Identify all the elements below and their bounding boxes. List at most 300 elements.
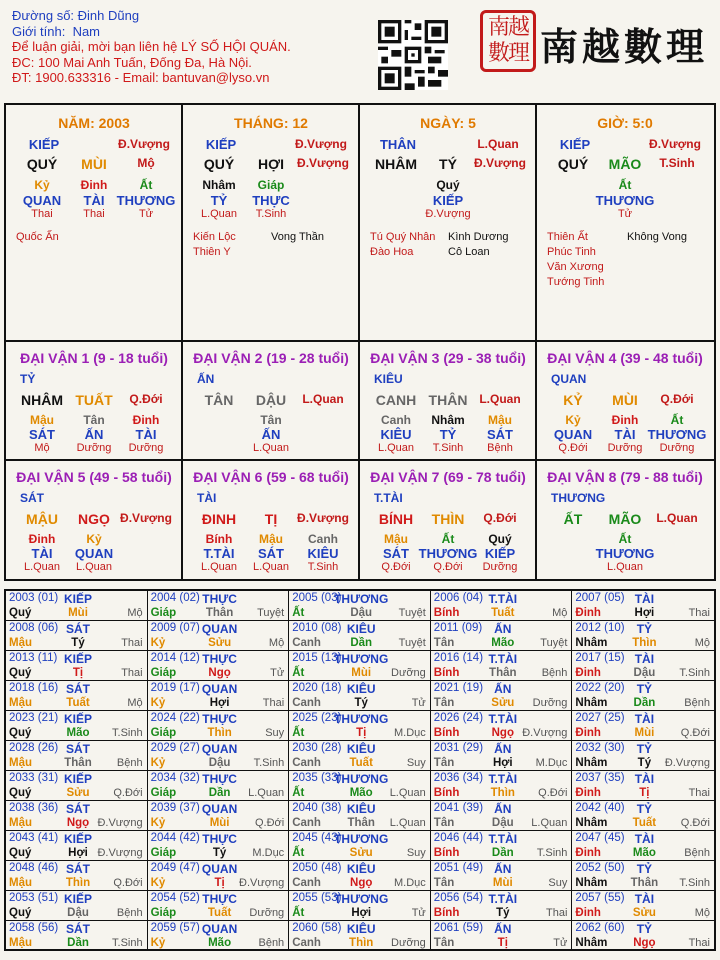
dai-van-hidden-than: KIÊU bbox=[307, 546, 339, 561]
pillar-hidden-than: THƯƠNG bbox=[595, 193, 655, 208]
year-label: 2032 (30) bbox=[575, 742, 625, 754]
pillar-hidden-can: Ất bbox=[139, 178, 153, 192]
year-chi: Mão bbox=[66, 727, 90, 739]
dai-van-title: ĐẠI VẬN 1 (9 - 18 tuổi) bbox=[20, 350, 168, 366]
year-thap-than: KIÊU bbox=[346, 622, 376, 636]
dai-van-thap-than: ẤN bbox=[197, 372, 215, 386]
dai-van-cell bbox=[537, 461, 714, 579]
year-can: Bính bbox=[433, 787, 460, 799]
gender-value: Nam bbox=[72, 23, 101, 39]
year-label: 2039 (37) bbox=[150, 802, 200, 814]
dai-van-hidden-can: Bính bbox=[205, 532, 233, 546]
year-thap-than: QUAN bbox=[201, 622, 238, 636]
dai-van-hidden-status: L.Quan bbox=[252, 561, 290, 573]
year-cell bbox=[572, 801, 714, 831]
year-thap-than: THƯƠNG bbox=[334, 712, 389, 726]
year-cell bbox=[6, 711, 148, 741]
year-cell bbox=[289, 591, 431, 621]
dai-van-hidden-can: Quý bbox=[488, 532, 512, 546]
year-cell bbox=[431, 891, 573, 921]
year-status: Tử bbox=[270, 667, 285, 679]
dai-van-can: KỶ bbox=[563, 392, 583, 408]
year-cell bbox=[289, 651, 431, 681]
year-status: Suy bbox=[406, 847, 426, 859]
year-can: Bính bbox=[433, 667, 460, 679]
dai-van-hidden-status: Mộ bbox=[34, 442, 50, 454]
year-can: Đinh bbox=[575, 907, 601, 919]
year-thap-than: KIẾP bbox=[63, 832, 93, 846]
year-status: Thai bbox=[121, 667, 143, 679]
pillar-hidden-can: Đinh bbox=[80, 178, 108, 192]
pillar-title: NGÀY: 5 bbox=[420, 115, 476, 131]
pillar-hidden-can: Nhâm bbox=[202, 178, 236, 192]
year-label: 2061 (59) bbox=[433, 922, 484, 934]
pillar-star: Thiên Y bbox=[193, 246, 231, 258]
dai-van-hidden-can: Đinh bbox=[611, 413, 639, 427]
year-status: Tuyệt bbox=[540, 637, 568, 649]
year-cell bbox=[431, 921, 573, 951]
year-chi: Mùi bbox=[351, 667, 372, 679]
year-chi: Thân bbox=[205, 607, 234, 619]
year-thap-than: TỶ bbox=[636, 802, 653, 816]
year-chi: Thân bbox=[64, 757, 92, 769]
year-can: Quý bbox=[9, 727, 32, 739]
year-status: Tuyệt bbox=[398, 637, 426, 649]
dai-van-title: ĐẠI VẬN 2 (19 - 28 tuổi) bbox=[193, 350, 349, 366]
dai-van-hidden-status: L.Quan bbox=[75, 561, 113, 573]
year-status: Q.Đới bbox=[113, 787, 143, 799]
year-cell bbox=[289, 711, 431, 741]
dai-van-hidden-status: Dưỡng bbox=[128, 442, 164, 454]
year-thap-than: SÁT bbox=[66, 682, 90, 696]
year-cell bbox=[431, 621, 573, 651]
pillar-cell bbox=[183, 105, 360, 342]
year-status: M.Dục bbox=[535, 757, 568, 769]
brand-title: 南越數理 bbox=[540, 24, 709, 69]
dai-van-thap-than: TÀI bbox=[197, 491, 217, 505]
year-label: 2017 (15) bbox=[575, 652, 625, 664]
year-thap-than: TÀI bbox=[634, 772, 655, 786]
dai-van-hidden-status: Dưỡng bbox=[482, 561, 518, 573]
dai-van-status: Q.Đới bbox=[660, 392, 694, 406]
year-cell bbox=[431, 741, 573, 771]
year-status: Mộ bbox=[694, 637, 710, 649]
year-thap-than: ẤN bbox=[494, 742, 512, 756]
year-status: T.Sinh bbox=[679, 667, 710, 679]
year-label: 2055 (53) bbox=[292, 892, 342, 904]
year-thap-than: KIÊU bbox=[346, 862, 376, 876]
dai-van-chi: THÂN bbox=[428, 392, 468, 408]
dai-van-status: L.Quan bbox=[479, 392, 521, 406]
pillar-star: Cô Loan bbox=[448, 246, 490, 258]
year-status: Q.Đới bbox=[254, 817, 285, 829]
year-chi: Tuất bbox=[207, 907, 232, 919]
year-chi: Dần bbox=[208, 787, 231, 799]
year-thap-than: KIẾP bbox=[63, 712, 93, 726]
year-cell bbox=[148, 711, 290, 741]
year-cell bbox=[289, 921, 431, 951]
year-chi: Tý bbox=[496, 907, 510, 919]
dai-van-hidden-than: TÀI bbox=[614, 427, 636, 442]
year-can: Tân bbox=[433, 757, 455, 769]
year-cell bbox=[572, 621, 714, 651]
year-cell bbox=[289, 861, 431, 891]
year-cell bbox=[6, 801, 148, 831]
year-cell bbox=[6, 621, 148, 651]
year-label: 2012 (10) bbox=[575, 622, 625, 634]
pillar-thap-than: KIẾP bbox=[28, 137, 60, 152]
year-can: Ất bbox=[292, 607, 305, 619]
year-status: Q.Đới bbox=[680, 817, 710, 829]
pillar-hidden-status: Thai bbox=[31, 208, 53, 220]
year-label: 2056 (54) bbox=[433, 892, 484, 904]
phone-email-text: ĐT: 1900.633316 - Email: bantuvan@lyso.vn bbox=[12, 70, 270, 85]
year-chi: Ngọ bbox=[491, 727, 514, 739]
pillar-chi: HỢI bbox=[258, 156, 284, 172]
dai-van-hidden-than: THƯƠNG bbox=[418, 546, 478, 561]
year-label: 2035 (33) bbox=[292, 772, 342, 784]
year-chi: Mão bbox=[491, 637, 515, 649]
year-status: M.Dục bbox=[394, 727, 426, 739]
year-cell bbox=[6, 681, 148, 711]
year-chi: Tý bbox=[637, 757, 652, 769]
dai-van-hidden-can: Canh bbox=[381, 413, 411, 427]
year-label: 2034 (32) bbox=[150, 772, 200, 784]
year-label: 2052 (50) bbox=[575, 862, 625, 874]
year-thap-than: KIẾP bbox=[63, 892, 93, 906]
year-status: Dưỡng bbox=[391, 937, 426, 949]
year-can: Mậu bbox=[9, 697, 32, 709]
dai-van-hidden-can: Tân bbox=[83, 413, 105, 427]
year-status: T.Sinh bbox=[253, 757, 285, 769]
year-chi: Ngọ bbox=[633, 937, 656, 949]
pillar-thap-than: THÂN bbox=[379, 137, 417, 152]
pillar-can: QUÝ bbox=[26, 156, 58, 172]
dai-van-title: ĐẠI VẬN 3 (29 - 38 tuổi) bbox=[370, 350, 526, 366]
year-cell bbox=[431, 681, 573, 711]
dai-van-cell bbox=[6, 342, 183, 461]
dai-van-status: Đ.Vượng bbox=[297, 511, 349, 525]
year-label: 2009 (07) bbox=[150, 622, 200, 634]
year-thap-than: THƯƠNG bbox=[334, 652, 389, 666]
year-cell bbox=[572, 831, 714, 861]
pillar-can-status: Đ.Vượng bbox=[295, 137, 347, 151]
dai-van-thap-than: SÁT bbox=[20, 491, 44, 505]
dai-van-hidden-can: Kỷ bbox=[86, 532, 102, 546]
pillar-hidden-than: KIẾP bbox=[432, 193, 464, 208]
year-status: M.Dục bbox=[394, 877, 426, 889]
year-cell bbox=[6, 651, 148, 681]
year-cell bbox=[431, 711, 573, 741]
dai-van-thap-than: KIÊU bbox=[374, 372, 403, 386]
dai-van-chi: TỊ bbox=[264, 511, 278, 527]
year-can: Tân bbox=[433, 877, 455, 889]
dai-van-hidden-status: Q.Đới bbox=[381, 561, 411, 573]
year-cell bbox=[289, 771, 431, 801]
year-chi: Dậu bbox=[208, 757, 231, 769]
year-label: 2060 (58) bbox=[292, 922, 342, 934]
year-status: L.Quan bbox=[389, 787, 426, 799]
year-chi: Dần bbox=[633, 697, 656, 709]
year-chi: Tuất bbox=[349, 757, 373, 769]
year-status: Suy bbox=[265, 727, 285, 739]
pillar-hidden-status: T.Sinh bbox=[255, 208, 287, 220]
year-chi: Mùi bbox=[68, 607, 88, 619]
year-label: 2026 (24) bbox=[433, 712, 484, 724]
dai-van-cell bbox=[360, 342, 537, 461]
year-thap-than: QUAN bbox=[201, 742, 238, 756]
dai-van-title: ĐẠI VẬN 7 (69 - 78 tuổi) bbox=[370, 469, 526, 485]
year-label: 2057 (55) bbox=[575, 892, 625, 904]
dai-van-hidden-status: T.Sinh bbox=[307, 561, 339, 573]
dai-van-chi: THÌN bbox=[431, 511, 465, 527]
dai-van-hidden-status: Dưỡng bbox=[76, 442, 112, 454]
dai-van-cell bbox=[537, 342, 714, 461]
year-status: Thai bbox=[688, 607, 710, 619]
year-status: Bệnh bbox=[258, 937, 285, 949]
dai-van-hidden-can: Mậu bbox=[384, 532, 408, 546]
year-cell bbox=[6, 891, 148, 921]
year-can: Đinh bbox=[575, 787, 601, 799]
year-thap-than: QUAN bbox=[201, 922, 238, 936]
dai-van-can: MẬU bbox=[26, 511, 58, 527]
address-text: ĐC: 100 Mai Anh Tuấn, Đống Đa, Hà Nội. bbox=[12, 54, 252, 70]
dai-van-thap-than: T.TÀI bbox=[374, 491, 403, 505]
dai-van-title: ĐẠI VẬN 8 (79 - 88 tuổi) bbox=[547, 469, 703, 485]
dai-van-hidden-status: Q.Đới bbox=[433, 561, 463, 573]
year-label: 2037 (35) bbox=[575, 772, 625, 784]
pillar-title: GIỜ: 5:0 bbox=[597, 115, 653, 131]
dai-van-hidden-can: Mậu bbox=[259, 532, 283, 546]
year-can: Canh bbox=[292, 937, 321, 949]
year-cell bbox=[289, 891, 431, 921]
year-can: Mậu bbox=[9, 877, 32, 889]
year-thap-than: KIÊU bbox=[346, 742, 376, 756]
year-cell bbox=[6, 591, 148, 621]
year-label: 2008 (06) bbox=[9, 622, 59, 634]
chart-grid bbox=[4, 103, 716, 581]
year-cell bbox=[572, 681, 714, 711]
dai-van-status: L.Quan bbox=[656, 511, 698, 525]
dai-van-hidden-than: ẤN bbox=[261, 427, 281, 442]
year-cell bbox=[572, 651, 714, 681]
year-chi: Hợi bbox=[492, 757, 513, 769]
dai-van-hidden-status: Q.Đới bbox=[558, 442, 588, 454]
year-cell bbox=[148, 771, 290, 801]
dai-van-cell bbox=[183, 342, 360, 461]
year-label: 2050 (48) bbox=[292, 862, 342, 874]
year-label: 2062 (60) bbox=[575, 922, 625, 934]
year-thap-than: TÀI bbox=[634, 832, 655, 846]
year-label: 2010 (08) bbox=[292, 622, 342, 634]
dai-van-cell bbox=[360, 461, 537, 579]
year-status: L.Quan bbox=[531, 817, 568, 829]
year-status: Dưỡng bbox=[249, 907, 285, 919]
pillar-can-status: Đ.Vượng bbox=[649, 137, 701, 151]
year-label: 2003 (01) bbox=[9, 592, 59, 604]
year-status: Mộ bbox=[127, 607, 143, 619]
dai-van-chi: NGỌ bbox=[78, 511, 110, 527]
year-chi: Sửu bbox=[632, 907, 656, 919]
year-can: Nhâm bbox=[575, 637, 608, 649]
pillar-chi: TÝ bbox=[439, 156, 457, 172]
year-label: 2006 (04) bbox=[433, 592, 484, 604]
pillar-star: Văn Xương bbox=[547, 261, 604, 273]
year-chi: Tị bbox=[214, 877, 225, 889]
dai-van-can: ẤT bbox=[563, 511, 583, 527]
year-cell bbox=[148, 801, 290, 831]
year-chi: Dần bbox=[67, 937, 89, 949]
year-chi: Thân bbox=[489, 667, 517, 679]
dai-van-hidden-can: Canh bbox=[308, 532, 338, 546]
year-label: 2045 (43) bbox=[292, 832, 342, 844]
year-status: Suy bbox=[406, 757, 426, 769]
year-chi: Hợi bbox=[209, 697, 230, 709]
year-chi: Mão bbox=[632, 847, 656, 859]
pillar-star: Thiên Ất bbox=[547, 231, 588, 243]
year-can: Giáp bbox=[150, 787, 177, 799]
pillar-hidden-can: Quý bbox=[436, 178, 460, 192]
dai-van-hidden-status: Bệnh bbox=[487, 442, 513, 454]
year-chi: Ngọ bbox=[350, 877, 373, 889]
pillar-hidden-than: TÀI bbox=[83, 193, 105, 208]
year-thap-than: TÀI bbox=[634, 652, 655, 666]
year-can: Quý bbox=[9, 787, 32, 799]
year-label: 2018 (16) bbox=[9, 682, 59, 694]
dai-van-hidden-can: Đinh bbox=[132, 413, 160, 427]
dai-van-hidden-can: Ất bbox=[670, 413, 684, 427]
dai-van-hidden-than: SÁT bbox=[29, 427, 55, 442]
year-label: 2044 (42) bbox=[150, 832, 200, 844]
year-label: 2053 (51) bbox=[9, 892, 59, 904]
year-thap-than: THƯƠNG bbox=[334, 892, 389, 906]
year-thap-than: SÁT bbox=[66, 922, 90, 936]
year-status: Đ.Vượng bbox=[664, 757, 710, 769]
year-can: Canh bbox=[292, 757, 321, 769]
year-status: Bệnh bbox=[116, 757, 143, 769]
year-label: 2038 (36) bbox=[9, 802, 59, 814]
year-label: 2027 (25) bbox=[575, 712, 625, 724]
year-label: 2036 (34) bbox=[433, 772, 484, 784]
year-label: 2047 (45) bbox=[575, 832, 625, 844]
year-label: 2011 (09) bbox=[433, 622, 483, 634]
pillar-star: Kiến Lộc bbox=[193, 231, 236, 243]
year-thap-than: ẤN bbox=[494, 622, 512, 636]
year-status: T.Sinh bbox=[112, 937, 143, 949]
year-thap-than: THƯƠNG bbox=[334, 832, 389, 846]
year-can: Đinh bbox=[575, 667, 601, 679]
year-chi: Tị bbox=[356, 727, 367, 739]
dai-van-status: Q.Đới bbox=[483, 511, 517, 525]
year-label: 2016 (14) bbox=[433, 652, 484, 664]
year-thap-than: TÀI bbox=[634, 892, 655, 906]
year-status: Q.Đới bbox=[680, 727, 710, 739]
pillar-can: QUÝ bbox=[557, 156, 589, 172]
year-status: L.Quan bbox=[389, 817, 426, 829]
year-chi: Mão bbox=[349, 787, 373, 799]
pillar-can-status: L.Quan bbox=[477, 137, 519, 151]
dai-van-thap-than: THƯƠNG bbox=[551, 491, 606, 505]
year-thap-than: SÁT bbox=[66, 862, 90, 876]
year-thap-than: KIÊU bbox=[346, 682, 376, 696]
year-status: Tử bbox=[553, 937, 568, 949]
year-label: 2022 (20) bbox=[575, 682, 625, 694]
road-text: Đường số: Đinh Dũng bbox=[12, 8, 140, 23]
year-chi: Tý bbox=[212, 847, 227, 859]
dai-van-hidden-status: Dưỡng bbox=[659, 442, 695, 454]
year-can: Đinh bbox=[575, 607, 601, 619]
year-status: Dưỡng bbox=[391, 667, 426, 679]
year-chi: Ngọ bbox=[208, 667, 231, 679]
dai-van-can: TÂN bbox=[204, 392, 234, 408]
year-label: 2041 (39) bbox=[433, 802, 484, 814]
dai-van-cell bbox=[6, 461, 183, 579]
year-status: Đ.Vượng bbox=[97, 817, 143, 829]
year-status: Tuyệt bbox=[257, 607, 285, 619]
year-label: 2015 (13) bbox=[292, 652, 342, 664]
year-can: Kỷ bbox=[150, 877, 166, 889]
pillar-hidden-can: Kỷ bbox=[34, 178, 50, 192]
year-status: Thai bbox=[262, 697, 285, 709]
year-label: 2058 (56) bbox=[9, 922, 59, 934]
pillar-hidden-status: Đ.Vượng bbox=[425, 208, 471, 220]
year-cell bbox=[6, 921, 148, 951]
year-chi: Dậu bbox=[350, 607, 373, 619]
pillar-hidden-status: Tử bbox=[617, 208, 633, 220]
year-label: 2029 (27) bbox=[150, 742, 200, 754]
pillar-hidden-can: Giáp bbox=[257, 178, 285, 192]
year-cell bbox=[6, 741, 148, 771]
year-label: 2040 (38) bbox=[292, 802, 342, 814]
year-label: 2025 (23) bbox=[292, 712, 342, 724]
pillar-chi-status: T.Sinh bbox=[659, 156, 695, 170]
year-cell bbox=[148, 891, 290, 921]
year-thap-than: ẤN bbox=[494, 682, 512, 696]
year-cell bbox=[572, 771, 714, 801]
year-cell bbox=[6, 831, 148, 861]
year-status: L.Quan bbox=[248, 787, 285, 799]
year-can: Mậu bbox=[9, 817, 32, 829]
year-thap-than: QUAN bbox=[201, 682, 238, 696]
year-label: 2048 (46) bbox=[9, 862, 59, 874]
year-chi: Hợi bbox=[634, 607, 655, 619]
year-can: Bính bbox=[433, 907, 460, 919]
dai-van-status: Q.Đới bbox=[129, 392, 163, 406]
year-cell bbox=[289, 621, 431, 651]
pillar-hidden-than: THỰC bbox=[252, 193, 290, 208]
year-chi: Mùi bbox=[634, 727, 655, 739]
year-cell bbox=[289, 801, 431, 831]
pillar-title: THÁNG: 12 bbox=[234, 115, 308, 131]
pillar-hidden-than: THƯƠNG bbox=[116, 193, 176, 208]
year-thap-than: T.TÀI bbox=[488, 892, 518, 906]
year-chi: Tuất bbox=[66, 697, 90, 709]
year-thap-than: THỰC bbox=[202, 652, 237, 666]
year-can: Nhâm bbox=[575, 757, 608, 769]
pillar-chi-status: Mộ bbox=[137, 156, 155, 170]
year-status: Tuyệt bbox=[398, 607, 426, 619]
year-can: Nhâm bbox=[575, 937, 608, 949]
year-thap-than: QUAN bbox=[201, 802, 238, 816]
year-can: Quý bbox=[9, 607, 32, 619]
year-chi: Tuất bbox=[632, 817, 657, 829]
year-cell bbox=[572, 741, 714, 771]
year-can: Ất bbox=[292, 667, 305, 679]
pillar-hidden-status: Thai bbox=[83, 208, 105, 220]
dai-van-hidden-than: T.TÀI bbox=[203, 546, 235, 561]
year-status: Đ.Vượng bbox=[522, 727, 568, 739]
year-label: 2019 (17) bbox=[150, 682, 200, 694]
